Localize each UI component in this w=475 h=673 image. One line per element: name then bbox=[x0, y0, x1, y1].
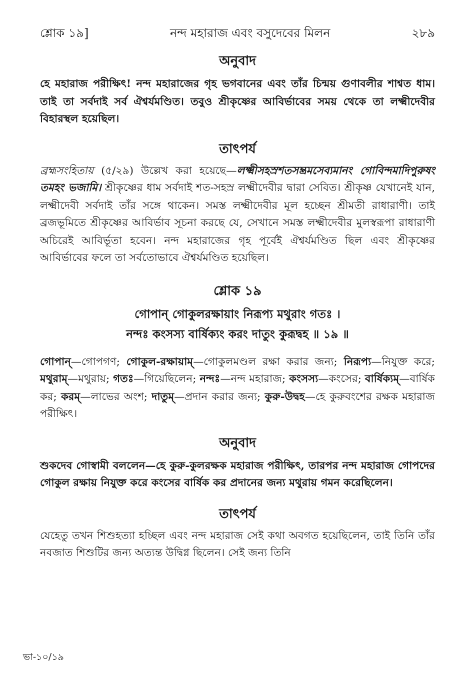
synonym-meaning: —মথুরায়; bbox=[67, 373, 114, 385]
synonym-meaning: —গোপগণ; bbox=[70, 355, 127, 368]
synonym-term: গোপান্ bbox=[40, 355, 71, 368]
verse-title: শ্লোক ১৯ bbox=[213, 283, 262, 299]
verse-line-1: গোপান্ গোকুলরক্ষায়াং নিরূপ্য মথুরাং গতঃ । bbox=[134, 306, 341, 321]
purport-heading: তাৎপর্য bbox=[219, 141, 256, 157]
synonym-term: গতঃ bbox=[113, 373, 134, 385]
verse-line-2: নন্দঃ কংসস্য বার্ষিক্যং করং দাতুং কুরূদ্বহ ॥ ১৯ ॥ bbox=[126, 326, 349, 341]
page-footer-signature: ভা-১০/১৯ bbox=[23, 652, 64, 663]
running-header bbox=[40, 26, 435, 40]
synonym-term: বার্ষিক্যম্ bbox=[364, 373, 400, 385]
synonym-meaning: —গোকুলমণ্ডল রক্ষা করার জন্য; bbox=[193, 355, 344, 368]
purport-text-2: যেহেতু তখন শিশুহত্যা হচ্ছিল এবং নন্দ মহারাজ সেই কথা অবগত হয়েছিলেন, তাই তিনি তাঁর নবজাত শিশুটির জন্য অত্যন্ত উদ্বিগ্ন ছিলেন। সেই জন্য তিনি bbox=[40, 529, 435, 559]
synonym-term: নন্দঃ bbox=[199, 373, 221, 385]
purport-ref-book: ব্রহ্মসংহিতায় bbox=[40, 164, 94, 177]
purport-body: শ্রীকৃষ্ণের ধাম সর্বদাই শত-সহস্র লক্ষ্মীদেবীর দ্বারা সেবিত। শ্রীকৃষ্ণ যেখানেই যান, লক্ষ্মীদেবী সর্বদাই তাঁর সঙ্গে থাকেন। সমস্ত লক্ষ্মীদেবীর মূল হচ্ছেন শ্রীমতী রাধারাণী। তাই ব্রজভূমিতে শ্রীকৃষ্ণের আবির্ভাব সূচনা করছে যে, সেখানে সমস্ত লক্ষ্মীদেবীর মুলস্বরূপা রাধারাণী অচিরেই আবির্ভূতা হবেন। নন্দ মহারাজের গৃহ পূর্বেই ঐশ্বর্যমণ্ডিত ছিল এবং শ্রীকৃষ্ণের আবির্ভাবের ফলে তা সর্বতোভাবে ঐশ্বর্যমণ্ডিত হয়েছিল। bbox=[40, 182, 435, 264]
synonym-meaning: —নন্দ মহারাজ; bbox=[220, 373, 290, 385]
synonym-meaning: —লাভের অংশ; bbox=[80, 390, 152, 403]
synonym-meaning: —হে কুরুবংশের রক্ষক মহারাজ পরীক্ষিৎ। bbox=[40, 390, 435, 420]
purport-quote: লক্ষ্মীসহস্রশতসম্ভ্রমসেব্যমানং গোবিন্দমাদিপুরুষং তমহং ভজামি। bbox=[40, 164, 435, 194]
synonym-meaning: —কংসের; bbox=[318, 373, 365, 385]
synonym-meaning: —প্রদান করার জন্য; bbox=[174, 390, 265, 403]
synonym-term: দাতুম্ bbox=[151, 390, 175, 403]
translation-text: হে মহারাজ পরীক্ষিৎ! নন্দ মহারাজের গৃহ ভগবানের এবং তাঁর চিন্ময় গুণাবলীর শাশ্বত ধাম। তাই তা সর্বদাই সর্ব ঐশ্বর্যমণ্ডিত। তবুও শ্রীকৃষ্ণের আবির্ভাবের সময় থেকে তা লক্ষ্মীদেবীর বিহারস্থল হয়েছিল। bbox=[40, 78, 435, 125]
synonym-meaning: —বার্ষিক কর; bbox=[40, 373, 435, 403]
synonym-term: গোকুল-রক্ষায়াম্ bbox=[126, 355, 194, 368]
header-chapter-title: নন্দ মহারাজ এবং বসুদেবের মিলন bbox=[169, 26, 331, 40]
synonym-term: করম্ bbox=[61, 390, 81, 403]
header-verse-ref: শ্লোক ১৯] bbox=[40, 26, 89, 40]
translation-heading: অনুবাদ bbox=[219, 54, 256, 69]
purport-text bbox=[40, 163, 435, 268]
synonym-term: কংসস্য bbox=[289, 373, 319, 385]
synonym-term: মথুরাম্ bbox=[40, 373, 68, 385]
synonym-term: নিরূপ্য bbox=[343, 355, 372, 368]
translation-text-2: শুকদেব গোস্বামী বললেন—হে কুরু-কুলরক্ষক মহারাজ পরীক্ষিৎ, তারপর নন্দ মহারাজ গোপদের গোকুল রক্ষায় নিযুক্ত করে কংসের বার্ষিক কর প্রদানের জন্য মথুরায় গমন করেছিলেন। bbox=[40, 459, 435, 489]
synonyms bbox=[40, 354, 435, 424]
synonym-term: কুরু-উদ্বহ bbox=[264, 390, 305, 403]
purport-ref-num: (৫/২৯) উল্লেখ করা হয়েছে— bbox=[93, 164, 237, 177]
synonym-meaning: —নিযুক্ত করে; bbox=[371, 355, 435, 368]
synonym-meaning: —গিয়েছিলেন; bbox=[133, 373, 200, 385]
purport-heading-2: তাৎপর্য bbox=[219, 506, 256, 522]
translation-heading-2: অনুবাদ bbox=[219, 435, 256, 451]
page-number: ২৮৯ bbox=[411, 26, 435, 40]
